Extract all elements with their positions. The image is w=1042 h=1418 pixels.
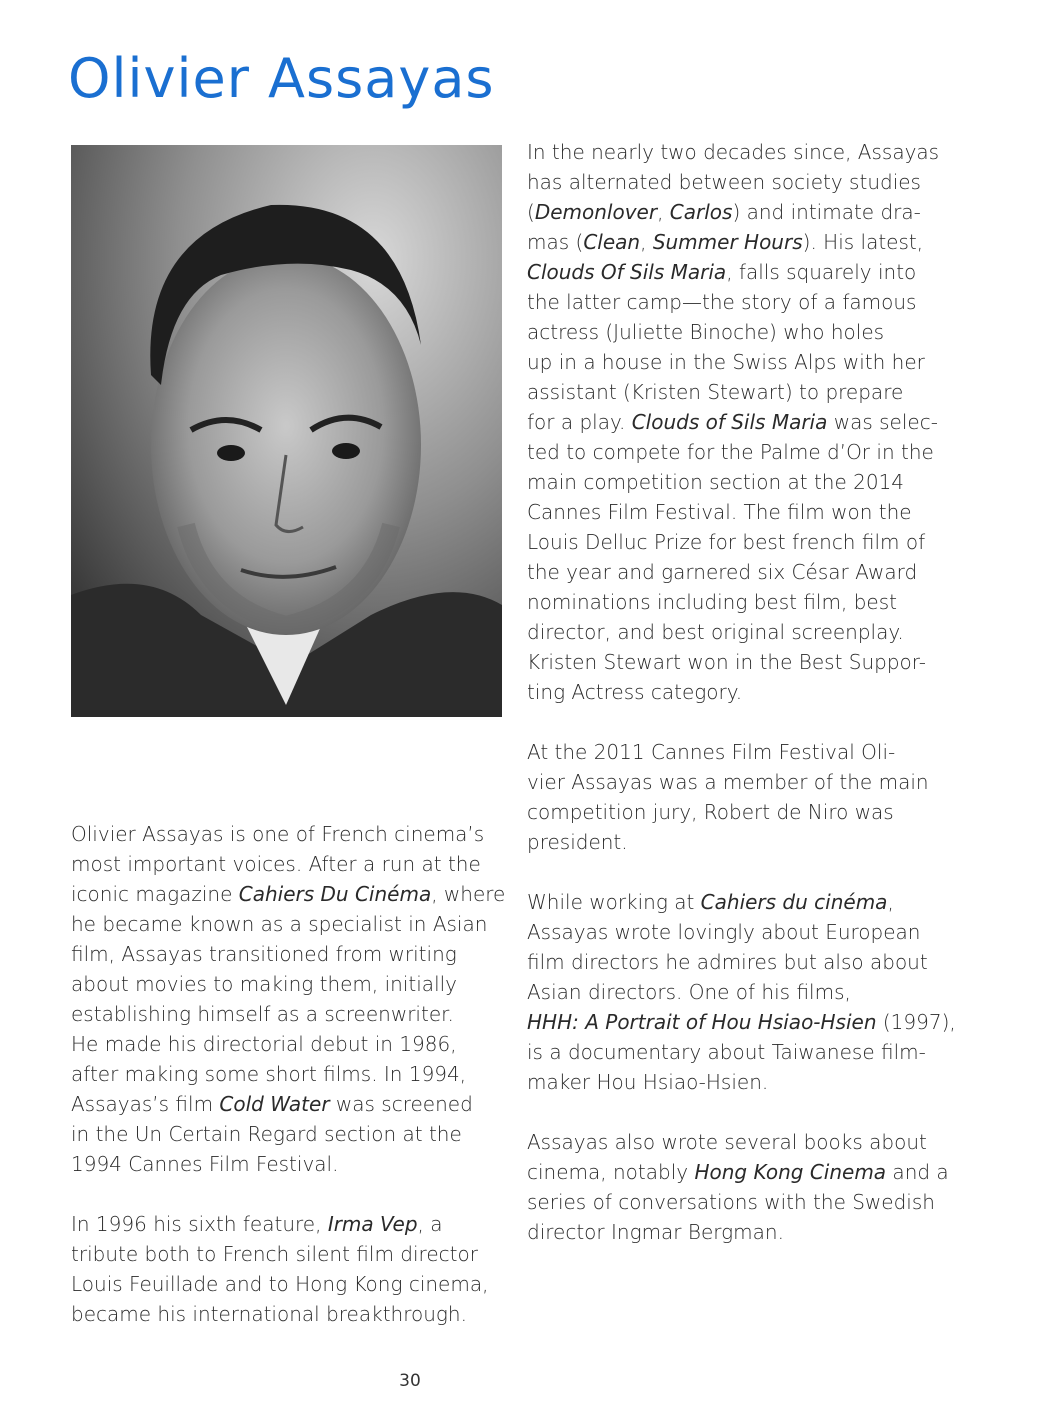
text-line: Asian directors. One of his films, bbox=[527, 980, 851, 1004]
left-paragraph-1 bbox=[71, 819, 511, 1179]
text-line: ted to compete for the Palme d’Or in the bbox=[527, 440, 934, 464]
text-line: He made his directorial debut in 1986, bbox=[71, 1032, 457, 1056]
text-line: Louis Delluc Prize for best french film of bbox=[527, 530, 926, 554]
text-line: is a documentary about Taiwanese film- bbox=[527, 1040, 926, 1064]
text-line: president. bbox=[527, 830, 628, 854]
text-line: Louis Feuillade and to Hong Kong cinema, bbox=[71, 1272, 489, 1296]
text-line: he became known as a specialist in Asian bbox=[71, 912, 488, 936]
text-line: most important voices. After a run at the bbox=[71, 852, 481, 876]
text-line: HHH: A Portrait of Hou Hsiao-Hsien (1997), bbox=[527, 1010, 956, 1034]
text-line: has alternated between society studies bbox=[527, 170, 921, 194]
text-line: actress (Juliette Binoche) who holes bbox=[527, 320, 885, 344]
text-line: after making some short films. In 1994, bbox=[71, 1062, 467, 1086]
right-paragraph-4 bbox=[527, 1127, 967, 1247]
text-line: series of conversations with the Swedish bbox=[527, 1190, 935, 1214]
right-paragraph-2 bbox=[527, 737, 967, 857]
text-line: about movies to making them, initially bbox=[71, 972, 458, 996]
text-line: ting Actress category. bbox=[527, 680, 743, 704]
text-line: maker Hou Hsiao-Hsien. bbox=[527, 1070, 769, 1094]
text-line: (Demonlover, Carlos) and intimate dra- bbox=[527, 200, 921, 224]
right-paragraph-3 bbox=[527, 887, 967, 1097]
left-column bbox=[71, 819, 511, 1329]
right-paragraph-1 bbox=[527, 137, 967, 707]
text-line: film directors he admires but also about bbox=[527, 950, 928, 974]
text-line: competition jury, Robert de Niro was bbox=[527, 800, 894, 824]
text-line: director Ingmar Bergman. bbox=[527, 1220, 784, 1244]
text-line: the year and garnered six César Award bbox=[527, 560, 918, 584]
text-line: Cannes Film Festival. The film won the bbox=[527, 500, 912, 524]
text-line: Olivier Assayas is one of French cinema’s bbox=[71, 822, 485, 846]
text-line: assistant (Kristen Stewart) to prepare bbox=[527, 380, 904, 404]
text-line: 1994 Cannes Film Festival. bbox=[71, 1152, 339, 1176]
text-line: iconic magazine Cahiers Du Cinéma, where bbox=[71, 882, 506, 906]
text-line: Clouds Of Sils Maria, falls squarely into bbox=[527, 260, 917, 284]
text-line: mas (Clean, Summer Hours). His latest, bbox=[527, 230, 924, 254]
text-line: up in a house in the Swiss Alps with her bbox=[527, 350, 925, 374]
text-line: in the Un Certain Regard section at the bbox=[71, 1122, 462, 1146]
text-line: In the nearly two decades since, Assayas bbox=[527, 140, 940, 164]
portrait-image bbox=[71, 145, 502, 717]
page-title: Olivier Assayas bbox=[68, 47, 495, 110]
text-line: the latter camp—the story of a famous bbox=[527, 290, 917, 314]
text-line: While working at Cahiers du cinéma, bbox=[527, 890, 894, 914]
text-line: At the 2011 Cannes Film Festival Oli- bbox=[527, 740, 896, 764]
text-line: director, and best original screenplay. bbox=[527, 620, 904, 644]
text-line: In 1996 his sixth feature, Irma Vep, a bbox=[71, 1212, 443, 1236]
text-line: main competition section at the 2014 bbox=[527, 470, 905, 494]
text-line: establishing himself as a screenwriter. bbox=[71, 1002, 454, 1026]
text-line: tribute both to French silent film director bbox=[71, 1242, 478, 1266]
text-line: Kristen Stewart won in the Best Suppor- bbox=[527, 650, 926, 674]
text-line: nominations including best film, best bbox=[527, 590, 897, 614]
page-number: 30 bbox=[399, 1371, 421, 1391]
text-line: Assayas wrote lovingly about European bbox=[527, 920, 921, 944]
text-line: cinema, notably Hong Kong Cinema and a bbox=[527, 1160, 949, 1184]
text-line: Assayas also wrote several books about bbox=[527, 1130, 927, 1154]
text-line: became his international breakthrough. bbox=[71, 1302, 467, 1326]
right-column bbox=[527, 137, 967, 1247]
text-line: vier Assayas was a member of the main bbox=[527, 770, 929, 794]
text-line: film, Assayas transitioned from writing bbox=[71, 942, 457, 966]
left-paragraph-2 bbox=[71, 1209, 511, 1329]
text-line: Assayas’s film Cold Water was screened bbox=[71, 1092, 473, 1116]
portrait-photo bbox=[71, 145, 502, 717]
text-line: for a play. Clouds of Sils Maria was selec- bbox=[527, 410, 938, 434]
